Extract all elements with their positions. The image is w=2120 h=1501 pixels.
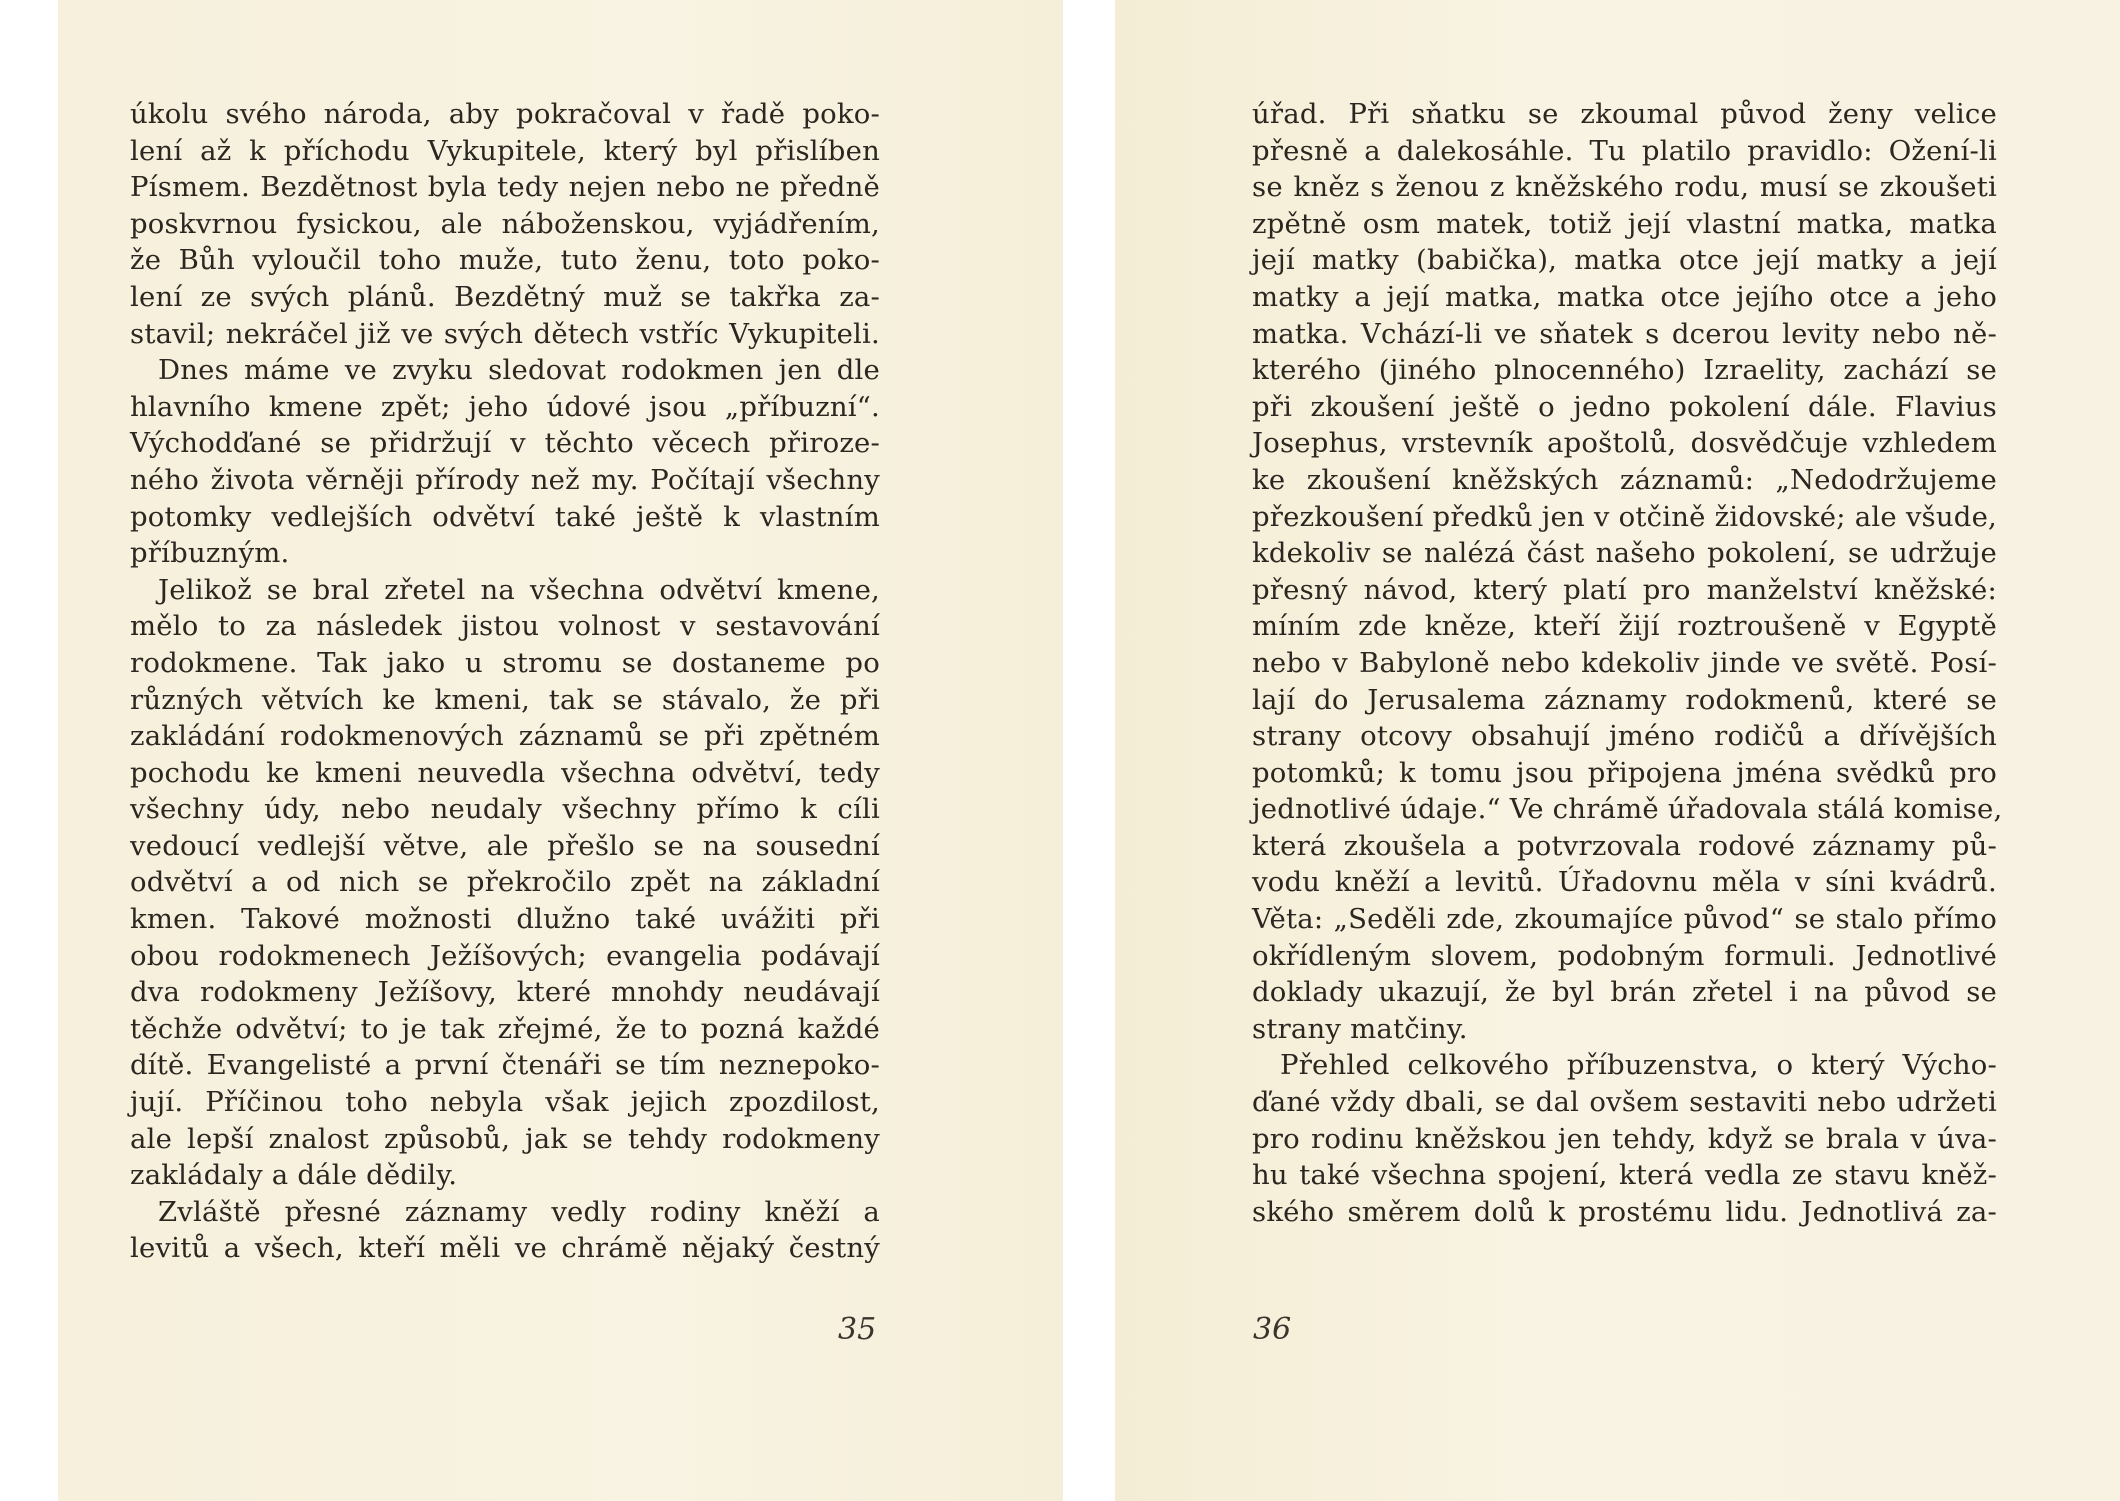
text-line: odvětví a od nich se překročilo zpět na základní [130,866,880,899]
page-number: 36 [1253,1312,1292,1347]
text-line: dítě. Evangelisté a první čtenáři se tím neznepoko- [130,1049,880,1082]
text-line: úřad. Při sňatku se zkoumal původ ženy velice [1252,98,1997,130]
text-line: ale lepší znalost způsobů, jak se tehdy rodokmeny [130,1122,880,1155]
text-line: různých větvích ke kmeni, tak se stávalo, že při [130,683,880,716]
text-line: obou rodokmenech Ježíšových; evangelia podávají [130,939,880,972]
text-line: úkolu svého národa, aby pokračoval v řadě poko- [130,98,880,130]
text-line: matky a její matka, matka otce jejího otce a jeho [1252,280,1997,313]
text-line: ďané vždy dbali, se dal ovšem sestaviti nebo udržeti [1252,1086,1997,1119]
right-page [1115,0,2120,1501]
text-line: při zkoušení ještě o jedno pokolení dále. Flavius [1252,390,1997,423]
text-line: míním zde kněze, kteří žijí roztroušeně v Egyptě [1252,610,1997,643]
text-line: pro rodinu kněžskou jen tehdy, když se brala v úva- [1252,1122,1997,1155]
text-line: vedoucí vedlejší větve, ale přešlo se na sousední [130,829,880,862]
text-line: přesně a dalekosáhle. Tu platilo pravidlo: Ožení-li [1252,134,1997,167]
text-line: kterého (jiného plnocenného) Izraelity, zachází se [1252,354,1997,387]
text-line: její matky (babička), matka otce její matky a její [1252,244,1997,277]
right-page-text [1252,96,2003,1230]
text-line: lení až k příchodu Vykupitele, který byl přislíben [130,134,880,167]
text-line: jují. Příčinou toho nebyla však jejich zpozdilost, [130,1086,880,1119]
text-line: matka. Vchází-li ve sňatek s dcerou levity nebo ně- [1252,317,1997,350]
text-line: potomky vedlejších odvětví také ještě k vlastním [130,500,880,533]
text-line: Písmem. Bezdětnost byla tedy nejen nebo ne předně [130,171,880,204]
text-line: jednotlivé údaje.“ Ve chrámě úřadovala stálá komise, [1252,793,2003,826]
text-line: levitů a všech, kteří měli ve chrámě nějaký čestný [130,1232,880,1265]
text-line: která zkoušela a potvrzovala rodové záznamy pů- [1252,829,1997,862]
text-line: přesný návod, který platí pro manželství kněžské: [1252,573,1997,606]
text-line: těchže odvětví; to je tak zřejmé, že to pozná každé [130,1012,880,1045]
text-line: příbuzným. [130,537,290,570]
text-line: Východďané se přidržují v těchto věcech přiroze- [130,427,880,460]
text-line: Jelikož se bral zřetel na všechna odvětví kmene, [158,573,880,606]
text-line: lení ze svých plánů. Bezdětný muž se takřka za- [130,280,880,313]
text-line: ke zkoušení kněžských záznamů: „Nedodržujeme [1252,463,1997,496]
text-line: potomků; k tomu jsou připojena jména svědků pro [1252,756,1997,789]
text-line: Věta: „Seděli zde, zkoumajíce původ“ se stalo přímo [1252,903,1997,936]
text-line: rodokmene. Tak jako u stromu se dostaneme po [130,646,880,679]
text-line: nebo v Babyloně nebo kdekoliv jinde ve světě. Posí- [1252,646,1997,679]
text-line: Zvláště přesné záznamy vedly rodiny kněží a [158,1195,880,1228]
text-line: zakládání rodokmenových záznamů se při zpětném [130,720,880,753]
text-line: kdekoliv se nalézá část našeho pokolení, se udržuje [1252,537,1997,570]
text-line: strany matčiny. [1252,1012,1468,1045]
text-line: zakládaly a dále dědily. [130,1159,458,1192]
text-line: poskvrnou fysickou, ale náboženskou, vyjádřením, [130,207,880,240]
text-line: doklady ukazují, že byl brán zřetel i na původ se [1252,976,1997,1009]
text-line: ského směrem dolů k prostému lidu. Jednotlivá za- [1252,1195,1997,1228]
text-line: hlavního kmene zpět; jeho údové jsou „příbuzní“. [130,390,880,423]
text-line: kmen. Takové možnosti dlužno také uvážiti při [130,903,880,936]
text-line: se kněz s ženou z kněžského rodu, musí se zkoušeti [1252,171,1997,204]
text-line: strany otcovy obsahují jméno rodičů a dřívějších [1252,720,1997,753]
text-line: Josephus, vrstevník apoštolů, dosvědčuje vzhledem [1252,427,1997,460]
text-line: mělo to za následek jistou volnost v sestavování [130,610,880,643]
text-line: dva rodokmeny Ježíšovy, které mnohdy neudávají [130,976,880,1009]
text-line: přezkoušení předků jen v otčině židovské; ale všude, [1252,500,1997,533]
text-line: všechny údy, nebo neudaly všechny přímo k cíli [130,793,880,826]
left-page-text [130,96,880,1267]
text-line: zpětně osm matek, totiž její vlastní matka, matka [1252,207,1997,240]
text-line: stavil; nekráčel již ve svých dětech vstříc Vykupiteli. [130,317,880,350]
text-line: Přehled celkového příbuzenstva, o který Výcho- [1280,1049,1997,1082]
text-line: Dnes máme ve zvyku sledovat rodokmen jen dle [158,354,880,387]
text-line: ného života věrněji přírody než my. Počítají všechny [130,463,880,496]
text-line: pochodu ke kmeni neuvedla všechna odvětví, tedy [130,756,880,789]
text-line: okřídleným slovem, podobným formuli. Jednotlivé [1252,939,1997,972]
text-line: hu také všechna spojení, která vedla ze stavu kněž- [1252,1159,1997,1192]
page-number: 35 [838,1312,877,1347]
text-line: lají do Jerusalema záznamy rodokmenů, které se [1252,683,1997,716]
left-page [58,0,1063,1501]
text-line: že Bůh vyloučil toho muže, tuto ženu, toto poko- [130,244,880,277]
text-line: vodu kněží a levitů. Úřadovnu měla v síni kvádrů. [1252,866,1997,899]
